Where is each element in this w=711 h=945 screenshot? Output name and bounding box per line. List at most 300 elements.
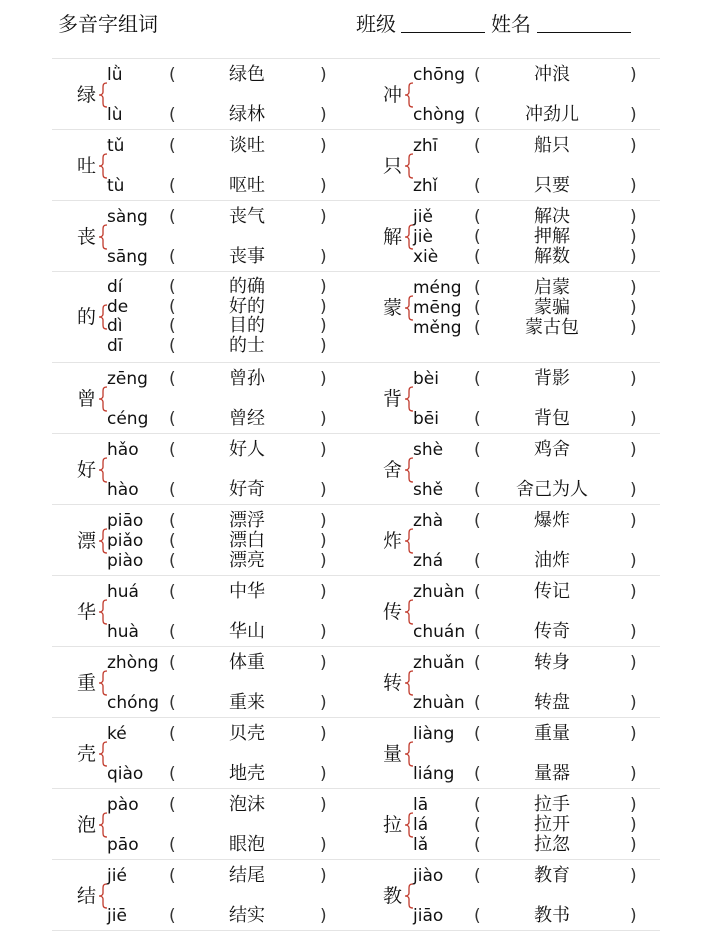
right-paren: ): [630, 136, 637, 156]
table-row: [52, 788, 660, 859]
table-row: [52, 271, 660, 362]
right-paren: ): [630, 207, 637, 227]
reading-line: [356, 105, 660, 125]
left-paren: (: [169, 316, 176, 336]
reading-line: [52, 582, 356, 602]
reading-line: [52, 297, 356, 317]
class-blank-line[interactable]: [401, 32, 485, 33]
reading-line: [52, 369, 356, 389]
reading-line: [52, 906, 356, 926]
left-paren: (: [169, 207, 176, 227]
table-row: [52, 717, 660, 788]
left-paren: (: [169, 795, 176, 815]
reading-line: [52, 693, 356, 713]
right-paren: ): [320, 795, 327, 815]
polyphone-entry: [356, 201, 660, 271]
right-paren: ): [630, 906, 637, 926]
pinyin-text: shè: [413, 440, 444, 460]
polyphone-char: 教: [383, 885, 403, 907]
right-paren: ): [320, 316, 327, 336]
example-word: 爆炸: [534, 510, 570, 531]
reading-line: [356, 724, 660, 744]
pinyin-text: huá: [107, 582, 139, 602]
example-word: 冲劲儿: [525, 104, 579, 125]
pinyin-text: piào: [107, 551, 144, 571]
left-paren: (: [474, 440, 481, 460]
left-paren: (: [169, 622, 176, 642]
reading-line: [356, 136, 660, 156]
reading-line: [356, 835, 660, 855]
polyphone-char: 背: [383, 388, 403, 410]
pinyin-text: liáng: [413, 764, 455, 784]
polyphone-char: 漂: [77, 530, 97, 552]
reading-line: [356, 409, 660, 429]
polyphone-char: 曾: [77, 388, 97, 410]
right-paren: ): [630, 866, 637, 886]
example-word: 传记: [534, 581, 570, 602]
polyphone-entry: [356, 363, 660, 433]
pinyin-text: xiè: [413, 247, 439, 267]
table-row: [52, 504, 660, 575]
reading-line: [356, 298, 660, 318]
pinyin-text: céng: [107, 409, 149, 429]
right-paren: ): [320, 866, 327, 886]
right-paren: ): [630, 409, 637, 429]
right-paren: ): [320, 551, 327, 571]
name-blank-line[interactable]: [537, 32, 631, 33]
example-word: 船只: [534, 135, 570, 156]
right-paren: ): [320, 409, 327, 429]
table-row: [52, 433, 660, 504]
left-paren: (: [169, 764, 176, 784]
left-paren: (: [474, 693, 481, 713]
left-paren: (: [169, 835, 176, 855]
right-paren: ): [630, 511, 637, 531]
example-word: 华山: [229, 621, 265, 642]
right-paren: ): [320, 207, 327, 227]
reading-line: [52, 480, 356, 500]
polyphone-entry: [52, 860, 356, 930]
right-paren: ): [320, 105, 327, 125]
reading-line: [356, 795, 660, 815]
example-word: 只要: [534, 175, 570, 196]
left-paren: (: [169, 65, 176, 85]
example-word: 漂白: [229, 530, 265, 551]
example-word: 转盘: [534, 692, 570, 713]
polyphone-char: 重: [77, 672, 97, 694]
polyphone-char: 转: [383, 672, 403, 694]
pinyin-text: zhuàn: [413, 693, 465, 713]
right-paren: ): [320, 764, 327, 784]
left-paren: (: [169, 653, 176, 673]
polyphone-char: 舍: [383, 459, 403, 481]
pinyin-text: jiào: [413, 866, 444, 886]
example-word: 结尾: [229, 865, 265, 886]
left-paren: (: [474, 318, 481, 338]
example-word: 绿林: [229, 104, 265, 125]
pinyin-text: ké: [107, 724, 127, 744]
right-paren: ): [320, 65, 327, 85]
pinyin-text: lù: [107, 105, 123, 125]
example-word: 拉手: [534, 794, 570, 815]
reading-line: [356, 653, 660, 673]
example-word: 重来: [229, 692, 265, 713]
right-paren: ): [320, 176, 327, 196]
reading-line: [356, 511, 660, 531]
pinyin-text: lǜ: [107, 65, 123, 85]
polyphone-char: 丧: [77, 226, 97, 248]
example-word: 好奇: [229, 479, 265, 500]
right-paren: ): [630, 298, 637, 318]
polyphone-entry: [356, 647, 660, 717]
left-paren: (: [169, 440, 176, 460]
reading-line: [52, 409, 356, 429]
left-paren: (: [474, 866, 481, 886]
right-paren: ): [630, 65, 637, 85]
reading-line: [52, 764, 356, 784]
polyphone-entry: [52, 647, 356, 717]
polyphone-char: 结: [77, 885, 97, 907]
polyphone-char: 壳: [77, 743, 97, 765]
pinyin-text: chòng: [413, 105, 466, 125]
left-paren: (: [169, 724, 176, 744]
reading-line: [356, 227, 660, 247]
reading-line: [52, 336, 356, 356]
pinyin-text: qiào: [107, 764, 144, 784]
name-label: 姓名: [491, 12, 531, 36]
example-word: 呕吐: [229, 175, 265, 196]
reading-line: [52, 440, 356, 460]
left-paren: (: [474, 278, 481, 298]
example-word: 背包: [534, 408, 570, 429]
pinyin-text: hào: [107, 480, 139, 500]
pinyin-text: dì: [107, 316, 123, 336]
left-paren: (: [474, 207, 481, 227]
right-paren: ): [630, 551, 637, 571]
pinyin-text: tǔ: [107, 136, 125, 156]
left-paren: (: [474, 795, 481, 815]
left-paren: (: [474, 65, 481, 85]
left-paren: (: [169, 369, 176, 389]
reading-line: [52, 866, 356, 886]
reading-line: [356, 176, 660, 196]
right-paren: ): [630, 480, 637, 500]
pinyin-text: zhà: [413, 511, 444, 531]
example-word: 的确: [229, 276, 265, 297]
pinyin-text: dí: [107, 277, 123, 297]
pinyin-text: bēi: [413, 409, 439, 429]
reading-line: [52, 622, 356, 642]
pinyin-text: tù: [107, 176, 125, 196]
left-paren: (: [169, 277, 176, 297]
right-paren: ): [630, 582, 637, 602]
pinyin-text: zhī: [413, 136, 438, 156]
pinyin-text: méng: [413, 278, 462, 298]
example-word: 目的: [229, 315, 265, 336]
class-label: 班级: [356, 12, 396, 36]
reading-line: [356, 480, 660, 500]
reading-line: [52, 176, 356, 196]
reading-line: [356, 866, 660, 886]
right-paren: ): [630, 795, 637, 815]
polyphone-entry: [356, 860, 660, 930]
table-row: [52, 58, 660, 129]
pinyin-text: lǎ: [413, 835, 429, 855]
table-row: [52, 646, 660, 717]
reading-line: [356, 440, 660, 460]
example-word: 绿色: [229, 64, 265, 85]
right-paren: ): [630, 440, 637, 460]
right-paren: ): [630, 227, 637, 247]
right-paren: ): [630, 247, 637, 267]
polyphone-entry: [356, 59, 660, 129]
right-paren: ): [320, 582, 327, 602]
right-paren: ): [320, 369, 327, 389]
right-paren: ): [320, 531, 327, 551]
polyphone-entry: [52, 789, 356, 859]
polyphone-char: 好: [77, 459, 97, 481]
polyphone-entry: [356, 505, 660, 575]
pinyin-text: chuán: [413, 622, 466, 642]
polyphone-char: 华: [77, 601, 97, 623]
pinyin-text: jiē: [107, 906, 127, 926]
polyphone-char: 量: [383, 743, 403, 765]
polyphone-entry: [52, 434, 356, 504]
polyphone-char: 解: [383, 226, 403, 248]
pinyin-text: zhuǎn: [413, 653, 465, 673]
polyphone-char: 泡: [77, 814, 97, 836]
polyphone-entry: [356, 789, 660, 859]
right-paren: ): [630, 724, 637, 744]
table-row: [52, 129, 660, 200]
pinyin-text: mēng: [413, 298, 462, 318]
example-word: 好人: [229, 439, 265, 460]
polyphone-char: 蒙: [383, 297, 403, 319]
left-paren: (: [169, 105, 176, 125]
reading-line: [52, 795, 356, 815]
left-paren: (: [169, 336, 176, 356]
left-paren: (: [169, 297, 176, 317]
example-word: 传奇: [534, 621, 570, 642]
example-word: 蒙骗: [534, 297, 570, 318]
example-word: 拉忽: [534, 834, 570, 855]
example-word: 转身: [534, 652, 570, 673]
right-paren: ): [320, 297, 327, 317]
left-paren: (: [169, 176, 176, 196]
right-paren: ): [320, 247, 327, 267]
polyphone-entry: [52, 201, 356, 271]
right-paren: ): [630, 318, 637, 338]
polyphone-table: [52, 58, 660, 931]
left-paren: (: [474, 176, 481, 196]
left-paren: (: [474, 835, 481, 855]
pinyin-text: bèi: [413, 369, 439, 389]
left-paren: (: [474, 906, 481, 926]
pinyin-text: pào: [107, 795, 139, 815]
reading-line: [52, 277, 356, 297]
left-paren: (: [474, 409, 481, 429]
reading-line: [52, 724, 356, 744]
reading-line: [52, 653, 356, 673]
polyphone-entry: [356, 434, 660, 504]
polyphone-entry: [52, 130, 356, 200]
pinyin-text: piǎo: [107, 531, 144, 551]
left-paren: (: [474, 247, 481, 267]
pinyin-text: liàng: [413, 724, 455, 744]
example-word: 贝壳: [229, 723, 265, 744]
right-paren: ): [320, 653, 327, 673]
reading-line: [356, 815, 660, 835]
pinyin-text: huà: [107, 622, 139, 642]
polyphone-char: 传: [383, 601, 403, 623]
example-word: 量器: [534, 763, 570, 784]
left-paren: (: [169, 409, 176, 429]
example-word: 曾经: [229, 408, 265, 429]
left-paren: (: [474, 582, 481, 602]
worksheet-title: 多音字组词: [58, 12, 158, 36]
pinyin-text: jié: [107, 866, 127, 886]
pinyin-text: zhuàn: [413, 582, 465, 602]
left-paren: (: [169, 866, 176, 886]
example-word: 漂亮: [229, 550, 265, 571]
right-paren: ): [630, 653, 637, 673]
pinyin-text: chōng: [413, 65, 466, 85]
example-word: 解决: [534, 206, 570, 227]
table-row: [52, 859, 660, 931]
example-word: 舍己为人: [516, 479, 588, 500]
polyphone-entry: [356, 718, 660, 788]
example-word: 谈吐: [229, 135, 265, 156]
left-paren: (: [474, 511, 481, 531]
left-paren: (: [474, 298, 481, 318]
polyphone-entry: [52, 272, 356, 362]
reading-line: [356, 318, 660, 338]
left-paren: (: [474, 815, 481, 835]
left-paren: (: [474, 551, 481, 571]
left-paren: (: [474, 369, 481, 389]
example-word: 启蒙: [534, 277, 570, 298]
reading-line: [356, 247, 660, 267]
right-paren: ): [320, 622, 327, 642]
right-paren: ): [630, 764, 637, 784]
example-word: 眼泡: [229, 834, 265, 855]
example-word: 体重: [229, 652, 265, 673]
pinyin-text: měng: [413, 318, 462, 338]
right-paren: ): [320, 336, 327, 356]
polyphone-entry: [356, 272, 660, 362]
pinyin-text: zēng: [107, 369, 148, 389]
right-paren: ): [320, 724, 327, 744]
pinyin-text: lá: [413, 815, 429, 835]
reading-line: [52, 531, 356, 551]
polyphone-char: 绿: [77, 84, 97, 106]
reading-line: [52, 65, 356, 85]
left-paren: (: [169, 582, 176, 602]
pinyin-text: jiè: [413, 227, 433, 247]
example-word: 拉开: [534, 814, 570, 835]
reading-line: [52, 105, 356, 125]
polyphone-char: 拉: [383, 814, 403, 836]
polyphone-char: 冲: [383, 84, 403, 106]
left-paren: (: [474, 764, 481, 784]
polyphone-entry: [52, 505, 356, 575]
example-word: 地壳: [229, 763, 265, 784]
pinyin-text: hǎo: [107, 440, 139, 460]
table-row: [52, 200, 660, 271]
right-paren: ): [320, 693, 327, 713]
left-paren: (: [474, 622, 481, 642]
example-word: 押解: [534, 226, 570, 247]
pinyin-text: chóng: [107, 693, 160, 713]
example-word: 中华: [229, 581, 265, 602]
pinyin-text: zhǐ: [413, 176, 438, 196]
reading-line: [52, 835, 356, 855]
example-word: 好的: [229, 296, 265, 317]
example-word: 油炸: [534, 550, 570, 571]
right-paren: ): [320, 480, 327, 500]
polyphone-char: 炸: [383, 530, 403, 552]
right-paren: ): [630, 176, 637, 196]
right-paren: ): [320, 440, 327, 460]
reading-line: [356, 906, 660, 926]
example-word: 丧气: [229, 206, 265, 227]
left-paren: (: [169, 551, 176, 571]
reading-line: [52, 247, 356, 267]
right-paren: ): [630, 815, 637, 835]
left-paren: (: [474, 227, 481, 247]
example-word: 教书: [534, 905, 570, 926]
left-paren: (: [169, 247, 176, 267]
left-paren: (: [169, 480, 176, 500]
right-paren: ): [320, 511, 327, 531]
reading-line: [356, 582, 660, 602]
table-row: [52, 575, 660, 646]
left-paren: (: [474, 724, 481, 744]
reading-line: [356, 207, 660, 227]
right-paren: ): [630, 835, 637, 855]
example-word: 结实: [229, 905, 265, 926]
reading-line: [356, 622, 660, 642]
pinyin-text: piāo: [107, 511, 144, 531]
example-word: 解数: [534, 246, 570, 267]
reading-line: [52, 207, 356, 227]
pinyin-text: de: [107, 297, 129, 317]
left-paren: (: [169, 906, 176, 926]
reading-line: [52, 136, 356, 156]
polyphone-char: 的: [77, 305, 97, 328]
example-word: 鸡舍: [534, 439, 570, 460]
right-paren: ): [630, 693, 637, 713]
pinyin-text: zhòng: [107, 653, 159, 673]
left-paren: (: [474, 480, 481, 500]
reading-line: [356, 369, 660, 389]
polyphone-char: 吐: [77, 155, 97, 177]
polyphone-entry: [52, 718, 356, 788]
example-word: 冲浪: [534, 64, 570, 85]
reading-line: [356, 278, 660, 298]
right-paren: ): [320, 136, 327, 156]
reading-line: [356, 764, 660, 784]
left-paren: (: [169, 511, 176, 531]
left-paren: (: [169, 693, 176, 713]
right-paren: ): [630, 369, 637, 389]
polyphone-char: 只: [383, 155, 403, 177]
reading-line: [356, 693, 660, 713]
pinyin-text: pāo: [107, 835, 139, 855]
example-word: 背影: [534, 368, 570, 389]
pinyin-text: shě: [413, 480, 444, 500]
pinyin-text: sàng: [107, 207, 148, 227]
